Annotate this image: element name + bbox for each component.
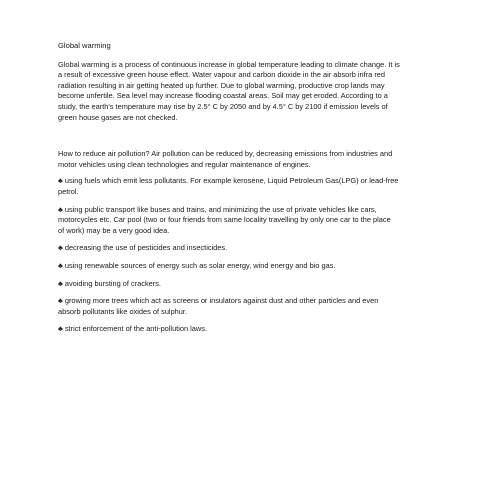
list-item [58,243,440,254]
list-item-text: decreasing the use of pesticides and insecticides. [64,243,228,253]
document-title: Global warming [58,41,111,50]
club-bullet-icon: ♣ [58,324,63,334]
document-page [58,41,440,342]
list-item [58,176,440,197]
intro-paragraph: Global warming is a process of continuous increase in global temperature leading to climate change. It is a result of excessive green house effect. Water vapour and carbon dioxide in the air absorb infra red radiation resulting in air getting heated up further. Due to global warming, productive crop lands may become unfertile. Sea level may increase flooding coastal areas. Soil may get eroded. According to a study, the earth's temperature may rise by 2.5° C by 2050 and by 4.5° C by 2100 if emission levels of green house gases are not checked. [58,59,400,122]
list-item-text: using renewable sources of energy such as solar energy, wind energy and bio gas. [64,260,336,270]
list-item-text: strict enforcement of the anti-pollution laws. [64,324,207,334]
club-bullet-icon: ♣ [58,204,63,214]
list-item [58,261,440,272]
club-bullet-icon: ♣ [58,296,63,306]
list-item [58,324,440,335]
club-bullet-icon: ♣ [58,176,63,186]
list-item [58,279,440,290]
list-item-text: growing more trees which act as screens or insulators against dust and other particles and even absorb pollutants like oxides of sulphur. [58,296,379,316]
bullet-list [58,176,440,335]
list-item [58,296,440,317]
list-item-text: using public transport like buses and trains, and minimizing the use of private vehicles like cars, motorcycles etc. Car pool (two or four friends from same locality travelling by only one car to the place of work) may be a very good idea. [58,204,391,235]
question-paragraph: How to reduce air pollution? Air pollution can be reduced by, decreasing emissions from industries and motor vehicles using clean technologies and regular maintenance of engines. [58,149,393,169]
club-bullet-icon: ♣ [58,260,63,270]
list-item-text: using fuels which emit less pollutants. For example kerosene, Liquid Petroleum Gas(LPG) or lead-free petrol. [58,176,399,196]
list-item [58,205,440,237]
club-bullet-icon: ♣ [58,243,63,253]
list-item-text: avoiding bursting of crackers. [64,278,161,288]
club-bullet-icon: ♣ [58,278,63,288]
